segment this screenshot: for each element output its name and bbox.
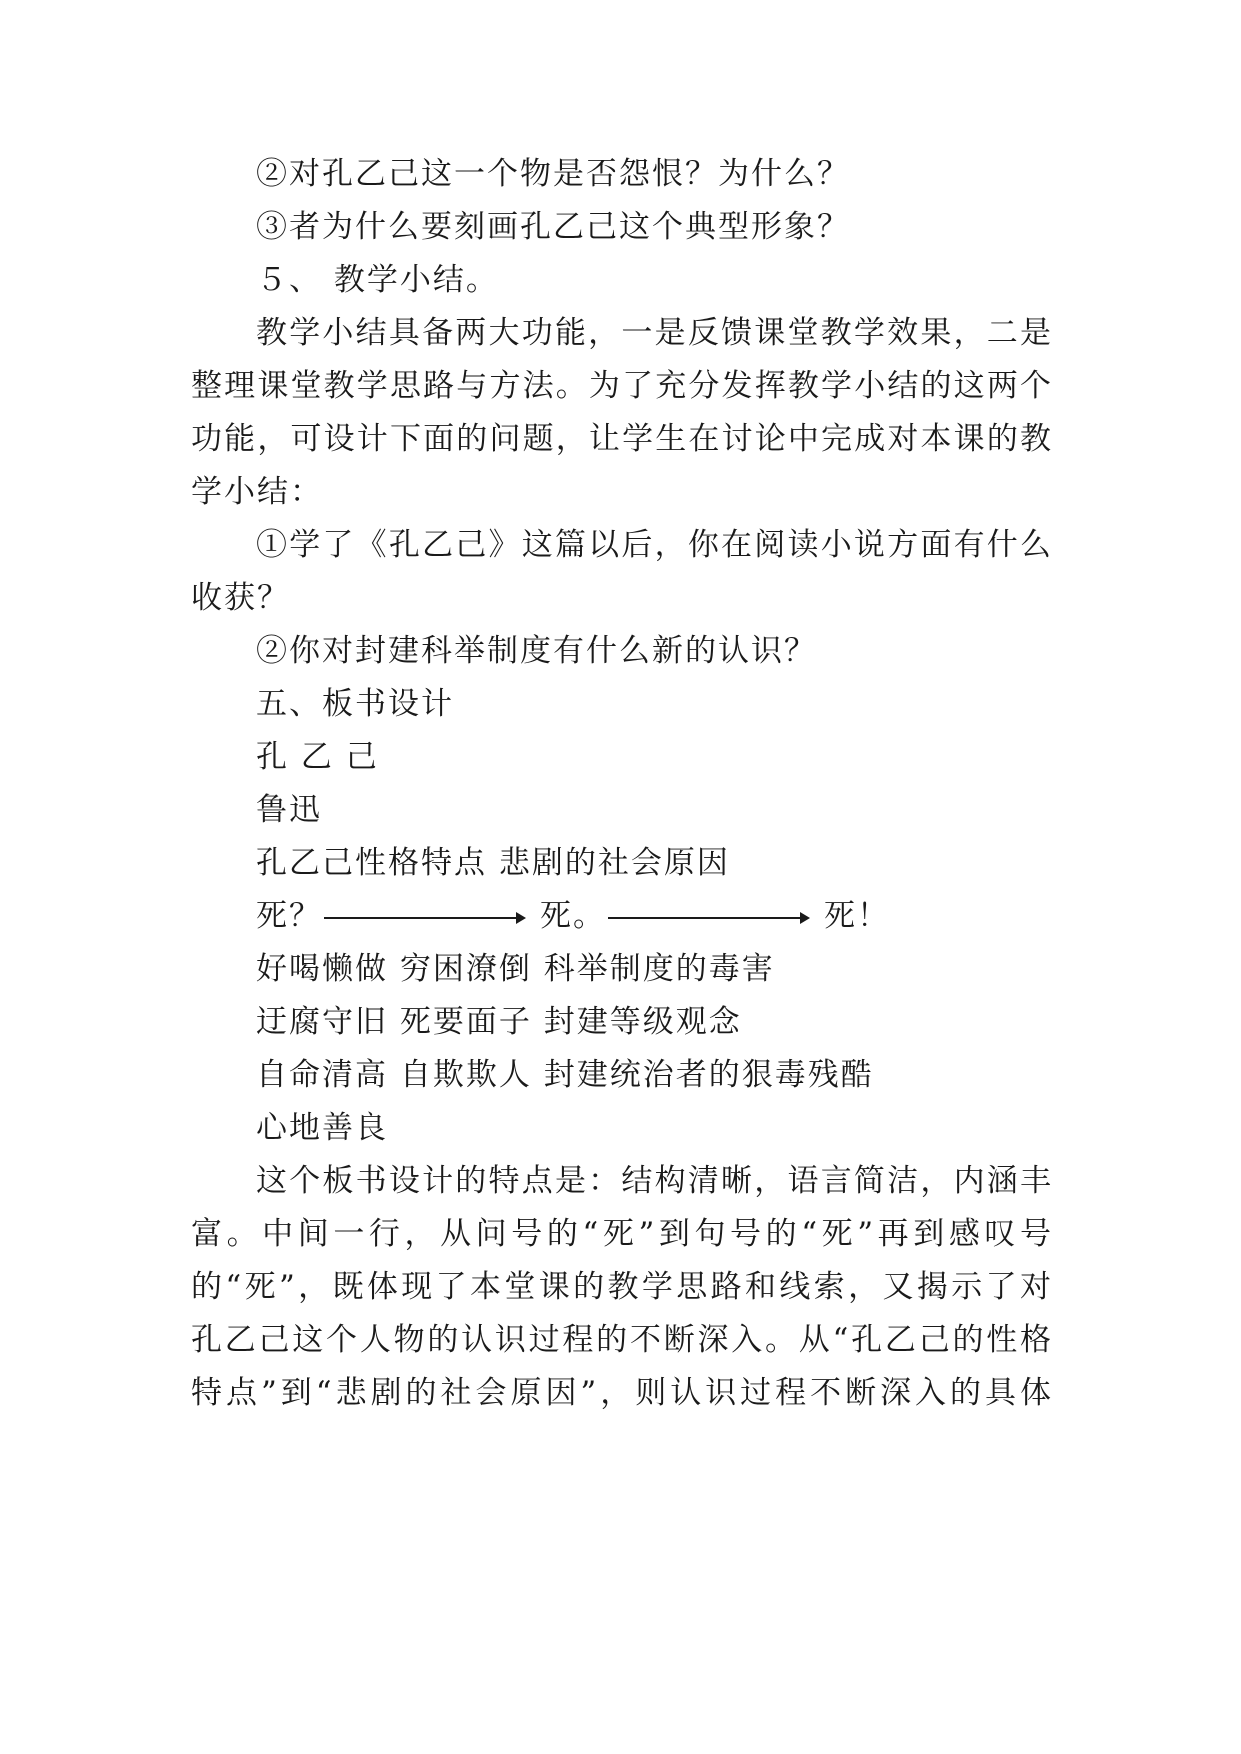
death-exclaim: 死！ <box>824 898 890 934</box>
paragraph-line: 教学小结具备两大功能，一是反馈课堂教学效果，二是 <box>256 315 1053 351</box>
paragraph-line: 孔乙己这个人物的认识过程的不断深入。从“孔乙己的性格 <box>191 1322 1053 1358</box>
question-line: ①学了《孔乙己》这篇以后，你在阅读小说方面有什么 <box>256 527 1053 563</box>
board-headings: 孔乙己性格特点 悲剧的社会原因 <box>256 845 730 881</box>
board-author: 鲁迅 <box>256 792 322 828</box>
question-2: ②对孔乙己这一个物是否怨恨？为什么？ <box>256 156 850 192</box>
section-heading-5: ５、 教学小结。 <box>256 262 499 298</box>
question-line: 收获？ <box>191 580 290 616</box>
arrow-right-icon <box>324 917 520 919</box>
board-death-line <box>256 890 890 935</box>
death-period: 死。 <box>540 898 606 934</box>
paragraph-line: 整理课堂教学思路与方法。为了充分发挥教学小结的这两个 <box>191 368 1053 404</box>
paragraph-line: 学小结： <box>191 474 323 510</box>
paragraph-line: 的“死”，既体现了本堂课的教学思路和线索，又揭示了对 <box>191 1269 1053 1305</box>
paragraph-line: 功能，可设计下面的问题，让学生在讨论中完成对本课的教 <box>191 421 1053 457</box>
board-row: 好喝懒做 穷困潦倒 科举制度的毒害 <box>256 951 775 987</box>
board-row: 迂腐守旧 死要面子 封建等级观念 <box>256 1004 742 1040</box>
board-row: 心地善良 <box>256 1110 388 1146</box>
question-line: ②你对封建科举制度有什么新的认识？ <box>256 633 817 669</box>
board-title: 孔 乙 己 <box>256 739 379 775</box>
paragraph-line: 富。中间一行，从问号的“死”到句号的“死”再到感叹号 <box>191 1216 1053 1252</box>
board-row: 自命清高 自欺欺人 封建统治者的狠毒残酷 <box>256 1057 874 1093</box>
question-3: ③者为什么要刻画孔乙己这个典型形象？ <box>256 209 850 245</box>
arrow-right-icon <box>608 917 804 919</box>
paragraph-line: 特点”到“悲剧的社会原因”，则认识过程不断深入的具体 <box>191 1375 1053 1411</box>
death-question: 死？ <box>256 898 322 934</box>
paragraph-line: 这个板书设计的特点是：结构清晰，语言简洁，内涵丰 <box>256 1163 1053 1199</box>
section-heading-board: 五、板书设计 <box>256 686 454 722</box>
